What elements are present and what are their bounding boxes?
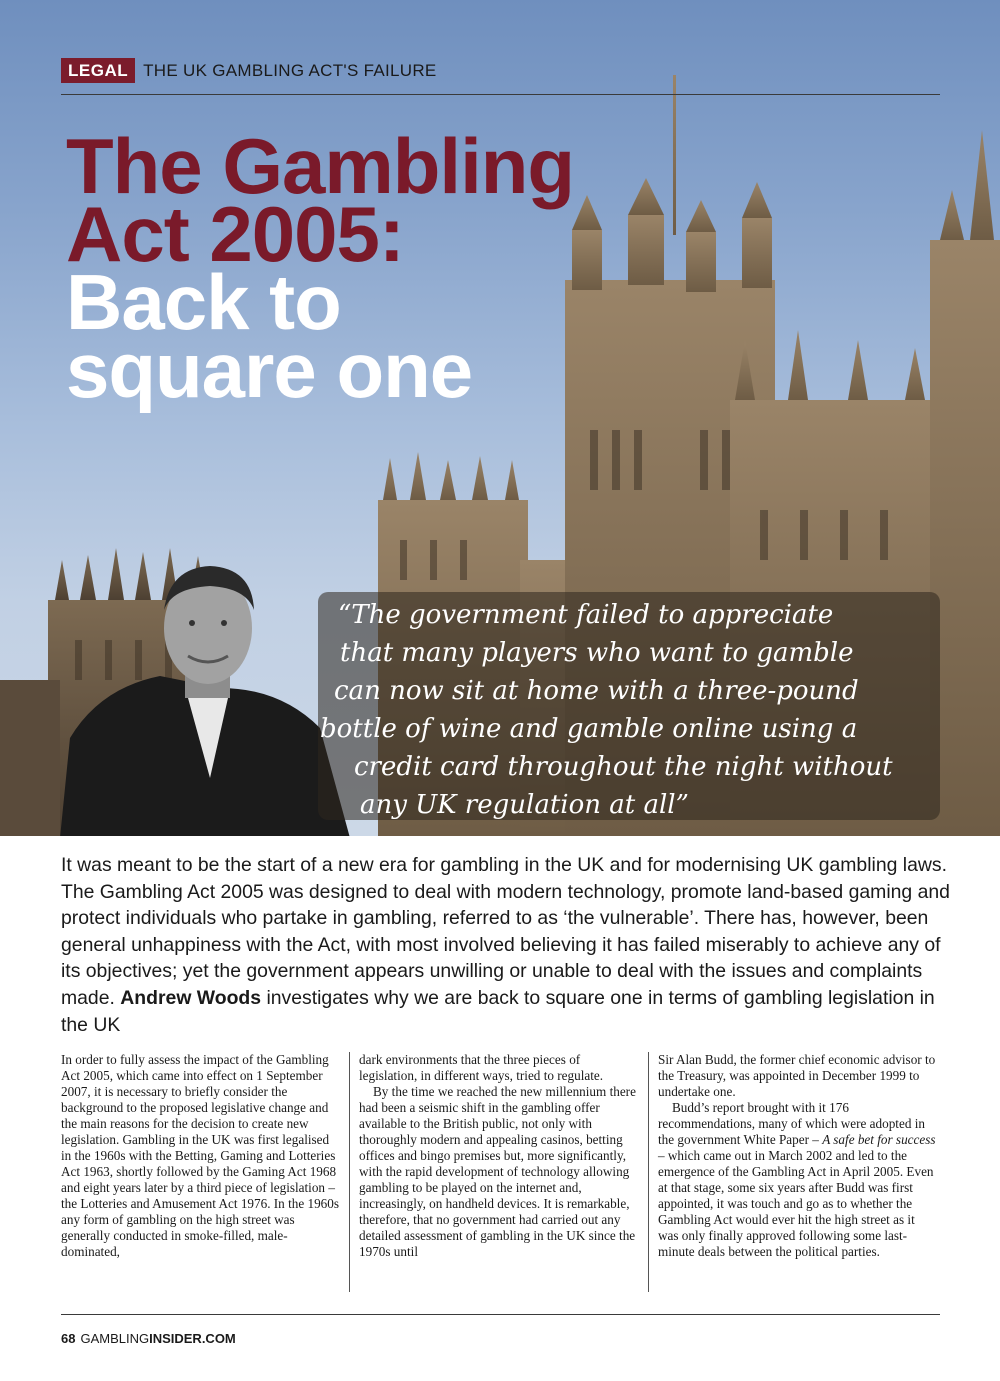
body-paragraph: dark environments that the three pieces of legislation, in different ways, tried to regulate.: [359, 1052, 604, 1083]
article-body: [61, 1052, 940, 1302]
site-name-b: INSIDER.COM: [149, 1331, 236, 1346]
body-column-2: [359, 1052, 637, 1260]
pull-quote-line: “The government failed to appreciate: [338, 600, 834, 630]
body-paragraph: Sir Alan Budd, the former chief economic advisor to the Treasury, was appointed in December 1999 to undertake one.: [658, 1052, 936, 1099]
author-portrait: [60, 548, 360, 836]
headline-line-1: The Gambling: [66, 122, 575, 210]
column-divider: [648, 1052, 649, 1292]
body-paragraph: By the time we reached the new millennium there had been a seismic shift in the gambling offer available to the British public, not only with thoroughly modern and appealing casinos, betting offices and bingo premises but, more significantly, with the rapid development of technology allowing gambling to be played on the internet and, increasingly, on handheld devices. It is remarkable, therefore, that no government had carried out any detailed assessment of gambling in the UK since the 1970s until: [359, 1084, 636, 1259]
article-headline: [66, 122, 575, 414]
page-footer: [61, 1331, 236, 1346]
section-tag: LEGAL: [61, 58, 135, 83]
author-name: Andrew Woods: [120, 986, 262, 1009]
headline-line-2: Act 2005:: [66, 190, 404, 278]
header-divider: [61, 94, 940, 95]
section-header: [61, 58, 437, 83]
pull-quote-line: any UK regulation at all”: [360, 790, 689, 820]
page-number: 68: [61, 1331, 76, 1346]
standfirst: [61, 852, 951, 1038]
body-paragraph: [658, 1100, 936, 1260]
white-paper-title: A safe bet for success: [822, 1132, 936, 1147]
pull-quote: [318, 596, 948, 824]
site-name-a: GAMBLING: [80, 1331, 150, 1346]
body-paragraph: In order to fully assess the impact of the Gambling Act 2005, which came into effect on 1 September 2007, it is necessary to briefly consider the background to the proposed legislative change and the main reasons for the decision to create new legislation. Gambling in the UK was first legalised in the 1960s with the Betting, Gaming and Lotteries Act 1963, shortly followed by the Gaming Act 1968 and eight years later by a third piece of legislation – the Lotteries and Amusement Act 1976. In the 1960s any form of gambling on the high street was generally conducted in smoke-filled, male-dominated,: [61, 1052, 339, 1259]
standfirst-text-end: investigates why we are back to square one in terms of gambling legislation in the UK: [61, 986, 935, 1036]
pull-quote-line: can now sit at home with a three-pound: [334, 676, 859, 706]
column-divider: [349, 1052, 350, 1292]
body-column-3: [658, 1052, 936, 1260]
section-title: THE UK GAMBLING ACT'S FAILURE: [143, 60, 437, 80]
standfirst-text: It was meant to be the start of a new era for gambling in the UK and for modernising UK gambling laws. The Gambling Act 2005 was designed to deal with modern technology, promote land-based gaming and protect individuals who partake in gambling, referred to as ‘the vulnerable’. There has, however, been general unhappiness with the Act, with most involved believing it has failed miserably to achieve any of its objectives; yet the government appears unwilling or unable to deal with the issues and complaints made.: [61, 854, 950, 1009]
headline-line-4: square one: [66, 326, 473, 414]
body-text: Budd’s report brought with it 176 recommendations, many of which were adopted in the government White Paper –: [658, 1100, 925, 1147]
body-text: – which came out in March 2002 and led to the emergence of the Gambling Act in April 2005. Even at that stage, some six years after Budd was first appointed, it was touch and go as to whether the Gambling Act would ever hit the high street as it was only finally approved following some last-minute deals between the political parties.: [658, 1148, 934, 1259]
pull-quote-line: that many players who want to gamble: [340, 638, 854, 668]
pull-quote-line: bottle of wine and gamble online using a: [320, 714, 858, 744]
footer-divider: [61, 1314, 940, 1315]
body-column-1: [61, 1052, 339, 1260]
pull-quote-line: credit card throughout the night without: [354, 752, 893, 782]
headline-line-3: Back to: [66, 258, 341, 346]
